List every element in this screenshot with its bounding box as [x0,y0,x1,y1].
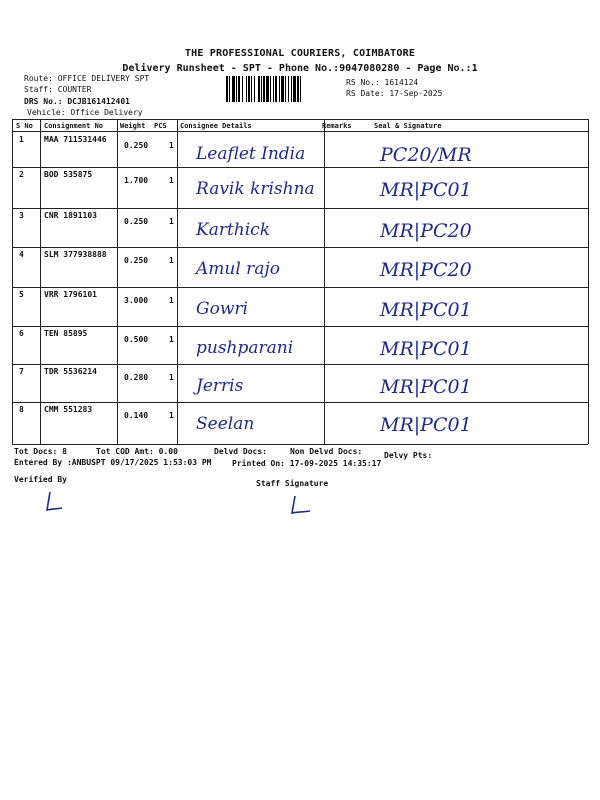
row-consignment-number: TEN 85895 [44,329,88,338]
row-consignment-number: BOD 535875 [44,170,93,179]
row-serial-number: 8 [19,405,24,414]
vehicle-label: Vehicle: Office Delivery [27,108,143,117]
staff-signature-label: Staff Signature [256,479,329,488]
total-docs: Tot Docs: 8 [14,447,67,456]
col-header-weight: Weight [120,122,146,130]
row-pieces: 1 [169,141,174,150]
row-pieces: 1 [169,296,174,305]
row-divider [12,247,588,248]
col-header-consignee: Consignee Details [180,122,252,130]
verified-by-label: Verified By [14,475,67,484]
row-seal-signature: MR|PC01 [380,414,472,436]
row-consignee-handwritten: Gowri [196,299,248,319]
table-border-top [12,119,588,120]
staff-label: Staff: COUNTER [24,85,92,94]
staff-signature [286,494,318,518]
row-weight: 1.700 [124,176,149,185]
row-divider [12,167,588,168]
row-consignee-handwritten: Leaflet India [196,144,306,164]
row-weight: 0.140 [124,411,149,420]
row-consignment-number: VRR 1796101 [44,290,97,299]
col-header-remarks: Remarks [322,122,352,130]
barcode [226,76,342,102]
table-border-bottom [12,444,588,445]
row-weight: 0.250 [124,217,149,226]
total-cod-amount: Tot COD Amt: 0.00 [96,447,178,456]
row-consignment-number: CNR 1891103 [44,211,97,220]
runsheet-subtitle: Delivery Runsheet - SPT - Phone No.:9047080280 - Page No.:1 [122,63,478,74]
row-pieces: 1 [169,411,174,420]
col-header-sno: S No [16,122,33,130]
row-pieces: 1 [169,256,174,265]
row-weight: 0.280 [124,373,149,382]
runsheet-title: THE PROFESSIONAL COURIERS, COIMBATORE [184,48,416,59]
printed-on: Printed On: 17-09-2025 14:35:17 [232,459,382,468]
row-seal-signature: MR|PC01 [380,179,472,201]
col-line [588,119,589,444]
row-serial-number: 2 [19,170,24,179]
row-consignment-number: SLM 377938888 [44,250,107,259]
row-weight: 3.000 [124,296,149,305]
row-weight: 0.250 [124,256,149,265]
row-pieces: 1 [169,373,174,382]
row-divider [12,364,588,365]
row-seal-signature: MR|PC20 [380,259,472,281]
rs-date: RS Date: 17-Sep-2025 [346,89,443,98]
row-weight: 0.250 [124,141,149,150]
row-pieces: 1 [169,217,174,226]
row-consignment-number: TDR 5536214 [44,367,97,376]
rs-number: RS No.: 1614124 [346,78,419,87]
row-serial-number: 5 [19,290,24,299]
row-serial-number: 1 [19,135,24,144]
row-consignee-handwritten: pushparani [196,338,294,358]
row-consignment-number: CMM 551283 [44,405,93,414]
delivery-points: Delvy Pts: [384,451,433,460]
row-weight: 0.500 [124,335,149,344]
row-consignee-handwritten: Ravik krishna [196,179,315,199]
row-seal-signature: MR|PC01 [380,299,472,321]
row-pieces: 1 [169,335,174,344]
route-label: Route: OFFICE DELIVERY SPT [24,74,150,83]
col-header-pcs: PCS [154,122,167,130]
row-consignee-handwritten: Amul rajo [196,259,280,279]
row-pieces: 1 [169,176,174,185]
row-seal-signature: PC20/MR [380,144,472,166]
row-consignee-handwritten: Seelan [196,414,255,434]
row-serial-number: 4 [19,250,24,259]
row-seal-signature: MR|PC01 [380,376,472,398]
row-divider [12,208,588,209]
row-consignee-handwritten: Karthick [196,220,271,240]
drs-number: DRS No.: DCJB161412401 [24,97,130,106]
table-header-divider [12,131,588,132]
row-divider [12,326,588,327]
entered-by: Entered By :ANBUSPT 09/17/2025 1:53:03 PM [14,458,212,467]
row-divider [12,402,588,403]
row-divider [12,287,588,288]
row-consignment-number: MAA 711531446 [44,135,107,144]
col-header-seal: Seal & Signature [374,122,442,130]
row-serial-number: 7 [19,367,24,376]
row-seal-signature: MR|PC20 [380,220,472,242]
col-header-consignment: Consignment No [44,122,104,130]
verified-by-signature [42,490,72,514]
non-delivered-docs: Non Delvd Docs: [290,447,363,456]
row-consignee-handwritten: Jerris [196,376,244,396]
row-serial-number: 3 [19,211,24,220]
row-seal-signature: MR|PC01 [380,338,472,360]
delivered-docs: Delvd Docs: [214,447,267,456]
row-serial-number: 6 [19,329,24,338]
